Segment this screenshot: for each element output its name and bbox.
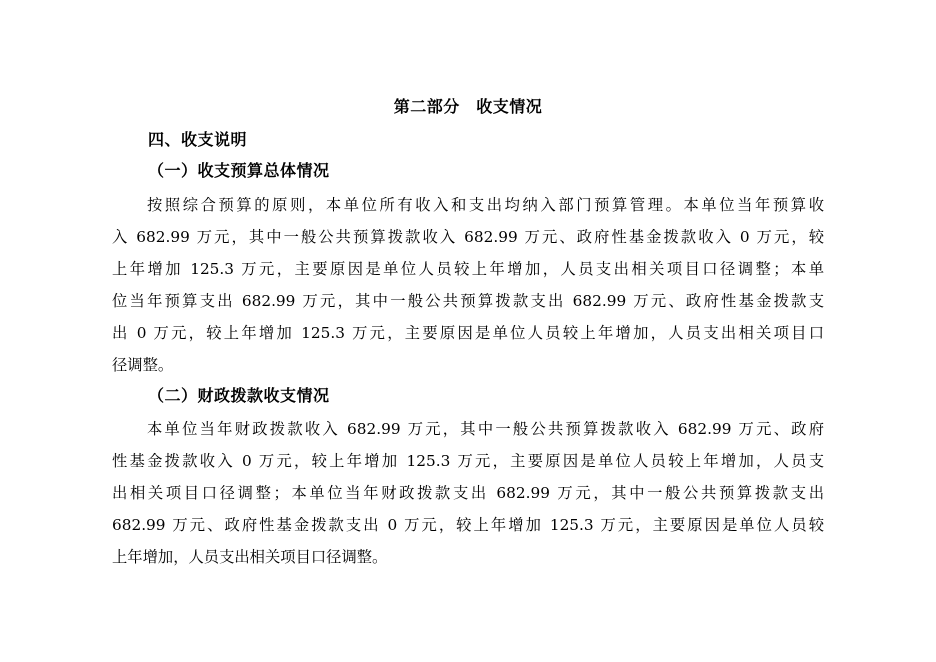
paragraph-fiscal-appropriation [112,413,824,573]
page-title: 第二部分 收支情况 [393,97,543,116]
subsection-heading-budget-overview: （一）收支预算总体情况 [148,161,330,180]
paragraph-line: 径调整。 [112,356,174,374]
paragraph-line: 入 682.99 万元，其中一般公共预算拨款收入 682.99 万元、政府性基金拨款收入 0 万元，较 [112,228,824,246]
paragraph-line: 出相关项目口径调整；本单位当年财政拨款支出 682.99 万元，其中一般公共预算拨款支出 [112,484,824,502]
paragraph-line: 位当年预算支出 682.99 万元，其中一般公共预算拨款支出 682.99 万元、政府性基金拨款支 [112,292,824,310]
paragraph-line: 上年增加 125.3 万元，主要原因是单位人员较上年增加，人员支出相关项目口径调整；本单 [112,260,824,278]
paragraph-line: 出 0 万元，较上年增加 125.3 万元，主要原因是单位人员较上年增加，人员支出相关项目口 [112,324,824,342]
paragraph-line: 上年增加，人员支出相关项目口径调整。 [112,548,388,566]
paragraph-line: 本单位当年财政拨款收入 682.99 万元，其中一般公共预算拨款收入 682.99 万元、政府 [147,420,824,438]
paragraph-line: 682.99 万元、政府性基金拨款支出 0 万元，较上年增加 125.3 万元，主要原因是单位人员较 [112,516,824,534]
paragraph-budget-overview [112,189,824,381]
paragraph-line: 按照综合预算的原则，本单位所有收入和支出均纳入部门预算管理。本单位当年预算收 [147,196,824,214]
subsection-heading-fiscal-appropriation: （二）财政拨款收支情况 [148,386,330,405]
section-heading: 四、收支说明 [148,130,248,149]
paragraph-line: 性基金拨款收入 0 万元，较上年增加 125.3 万元，主要原因是单位人员较上年增加，人员支 [112,452,824,470]
